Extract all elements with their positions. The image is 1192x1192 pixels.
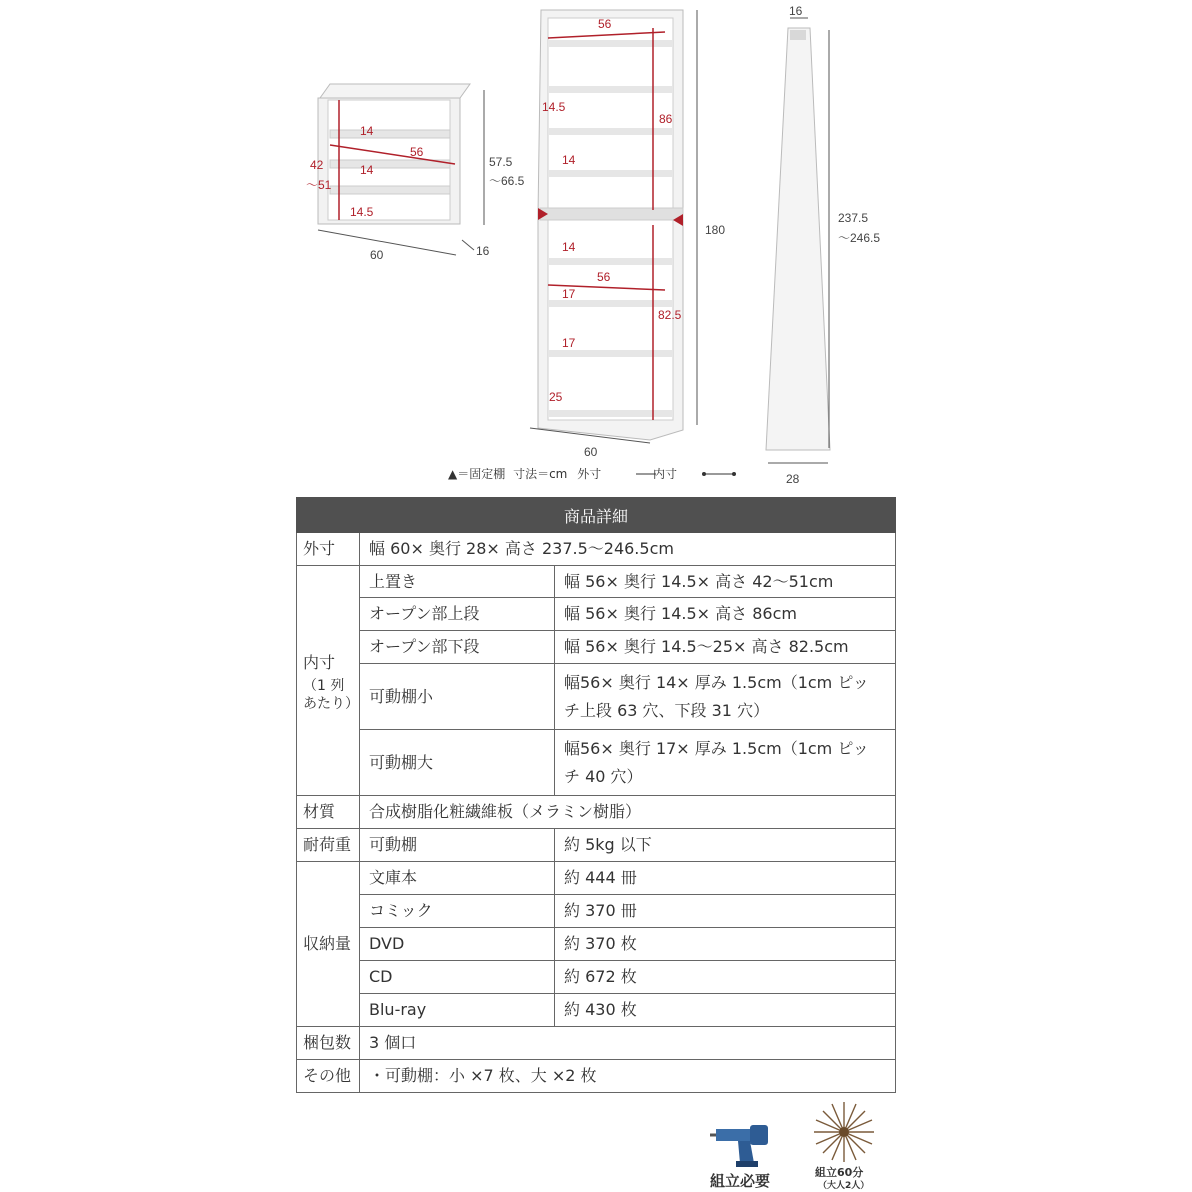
table-row-value: 約 370 冊 [555, 895, 896, 928]
value-line-1: 幅56× 奥行 17× 厚み 1.5cm（1cm ピッ [564, 738, 869, 758]
load-label: 耐荷重 [297, 829, 360, 862]
side-view-drawing [766, 18, 830, 463]
value-line-2: チ 40 穴） [564, 766, 643, 786]
small-width-label: 60 [370, 248, 384, 262]
table-row-name: オープン部上段 [360, 598, 555, 631]
other-label: その他 [297, 1060, 360, 1093]
table-row-name: CD [360, 961, 555, 994]
table-row-value: 幅 56× 奥行 14.5～25× 高さ 82.5cm [555, 631, 896, 664]
table-row-value: 約 370 枚 [555, 928, 896, 961]
side-height-range-label: ～246.5 [838, 231, 881, 245]
table-row-value: 約 444 冊 [555, 862, 896, 895]
packages-value: 3 個口 [360, 1027, 896, 1060]
table-row-value: 約 672 枚 [555, 961, 896, 994]
storage-label: 収納量 [297, 862, 360, 1027]
small-shelf-depth-2: 14 [360, 163, 374, 177]
table-title: 商品詳細 [297, 498, 896, 533]
material-label: 材質 [297, 796, 360, 829]
table-row-name: 上置き [360, 566, 555, 598]
table-row-name: 文庫本 [360, 862, 555, 895]
side-height-label: 237.5 [838, 211, 869, 225]
tall-shelf-depth-d: 17 [562, 336, 576, 350]
small-shelf-depth-1: 14 [360, 124, 374, 138]
inner-label-line2: （1 列 [303, 677, 345, 694]
diagram-legend [448, 465, 677, 482]
table-row-name: Blu-ray [360, 994, 555, 1027]
packages-label: 梱包数 [297, 1027, 360, 1060]
table-row-name: コミック [360, 895, 555, 928]
legend-unit: 寸法＝cm [513, 467, 568, 481]
table-row-name: 可動棚小 [360, 664, 555, 730]
small-height-label: 57.5 [489, 155, 513, 169]
table-row-value: 約 5kg 以下 [555, 829, 896, 862]
small-depth-label: 16 [476, 244, 490, 258]
assembly-required-label: 組立必要 [710, 1172, 771, 1190]
table-row-name: オープン部下段 [360, 631, 555, 664]
small-unit-drawing [318, 84, 484, 255]
small-inner-height-label: 42 [310, 158, 324, 172]
side-bottom-depth-label: 28 [786, 472, 800, 486]
tall-shelf-depth-c: 17 [562, 287, 576, 301]
value-line-1: 幅56× 奥行 14× 厚み 1.5cm（1cm ピッ [564, 672, 869, 692]
table-row-name: 可動棚大 [360, 730, 555, 796]
tall-inner-width-top: 56 [598, 17, 612, 31]
table-row-value [555, 664, 896, 730]
table-row-value: 約 430 枚 [555, 994, 896, 1027]
tall-top-shelf-depth: 14.5 [542, 100, 566, 114]
outer-size-value: 幅 60× 奥行 28× 高さ 237.5～246.5cm [360, 533, 896, 566]
table-row-name: 可動棚 [360, 829, 555, 862]
tall-lower-height: 82.5 [658, 308, 682, 322]
table-row-name: DVD [360, 928, 555, 961]
assembly-time-label: 組立60分 [815, 1166, 864, 1179]
value-line-2: チ上段 63 穴、下段 31 穴） [564, 700, 770, 720]
tall-unit-drawing [530, 10, 697, 443]
table-row-value: 幅 56× 奥行 14.5× 高さ 42～51cm [555, 566, 896, 598]
small-inner-width-label: 56 [410, 145, 424, 159]
tall-width-label: 60 [584, 445, 598, 459]
legend-outer: 外寸 [577, 467, 602, 481]
tall-inner-width-low: 56 [597, 270, 611, 284]
tall-upper-height: 86 [659, 112, 673, 126]
inner-label-line3: あたり） [303, 695, 359, 712]
tall-height-label: 180 [705, 223, 726, 237]
table-row-value [555, 730, 896, 796]
side-top-depth-label: 16 [789, 4, 803, 18]
drill-icon [710, 1107, 780, 1169]
small-height-range-label: ～66.5 [489, 174, 525, 188]
inner-label-line1: 内寸 [303, 652, 336, 672]
other-value: ・可動棚：小 ×7 枚、大 ×2 枚 [360, 1060, 896, 1093]
product-detail-table [296, 497, 896, 1093]
tall-shelf-depth-b: 14 [562, 240, 576, 254]
table-row-value: 幅 56× 奥行 14.5× 高さ 86cm [555, 598, 896, 631]
clock-burst-icon [812, 1100, 876, 1164]
legend-inner: 内寸 [653, 467, 678, 481]
legend-fixed-shelf: ▲＝固定棚 [448, 467, 506, 481]
small-shelf-depth-3: 14.5 [350, 205, 374, 219]
inner-size-label [297, 566, 360, 796]
small-inner-height-range-label: ～51 [306, 178, 332, 192]
outer-size-label: 外寸 [297, 533, 360, 566]
shelf-diagram [0, 0, 1192, 495]
tall-shelf-depth-a: 14 [562, 153, 576, 167]
assembly-people-label: （大人2人） [818, 1181, 870, 1191]
tall-shelf-depth-e: 25 [549, 390, 563, 404]
material-value: 合成樹脂化粧繊維板（メラミン樹脂） [360, 796, 896, 829]
